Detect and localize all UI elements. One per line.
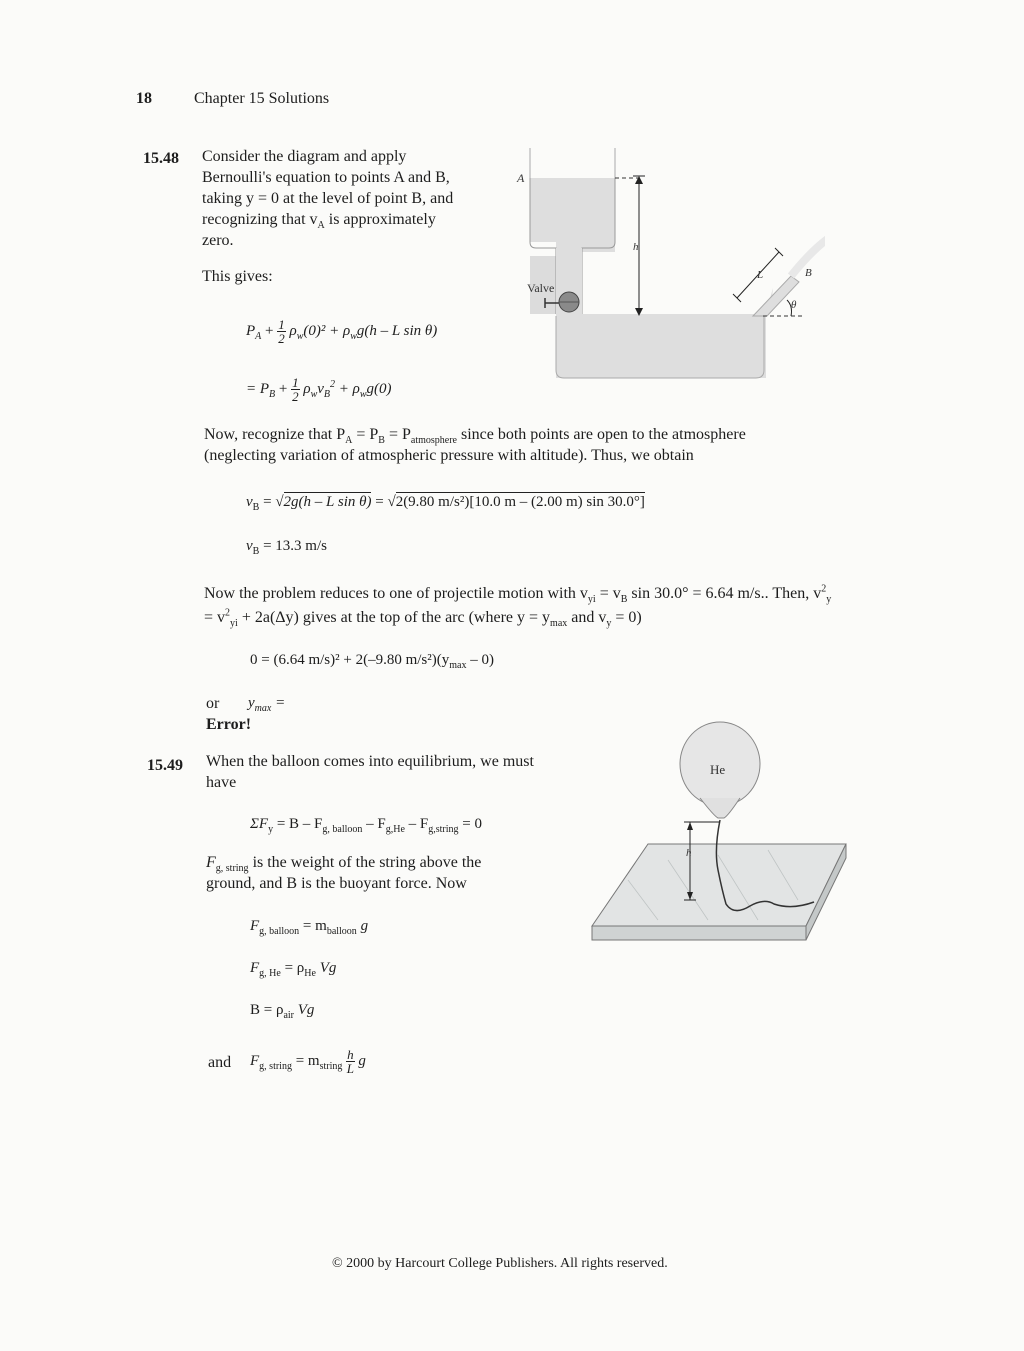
label-h: h [633, 241, 639, 253]
vb-result: $v_B = 13.3$ m/s [246, 538, 327, 557]
copyright-footer: © 2000 by Harcourt College Publishers. All rights reserved. [332, 1256, 668, 1271]
label-theta: θ [791, 299, 797, 311]
label-h-balloon: h [686, 847, 692, 859]
bernoulli-eq-lhs: $P_A$ + $\frac{1}{2}$ $\rho_w(0)^2 + \rho_wg(h - L$ sin θ) [246, 317, 438, 346]
vb-equation: $v_B = √2g(h - L$ sin θ) = √2(9.80 m/s²)[10.0 m – (2.00 m) sin 30.0°] [246, 494, 645, 513]
label-valve: Valve [527, 281, 555, 295]
and-label: and [208, 1054, 232, 1071]
this-gives: This gives: [202, 268, 273, 285]
buoyant-force-equation: $B = \rho_{air}$ Vg [250, 1002, 315, 1021]
problem-number-15-49: 15.49 [147, 757, 183, 774]
label-A: A [517, 171, 525, 185]
string-weight-equation: $F_{g, string} = m_{string}$ $\frac{h}{L}$ g [250, 1047, 366, 1076]
problem-15-49-intro: When the balloon comes into equilibrium, we must have [206, 753, 534, 791]
recognize-paragraph: Now, recognize that $P_A = P_B = P_{atmosphere}$ since both points are open to the atmosphere (neglecting variation of atmospheric pressure with altitude). Thus, we obtain [204, 426, 746, 464]
balloon-weight-equation: $F_{g, balloon} = m_{balloon}$ g [250, 918, 369, 937]
label-he: He [710, 762, 726, 777]
helium-weight-equation: $F_{g, He} = \rho_{He}$ Vg [250, 960, 337, 979]
problem-number-15-48: 15.48 [143, 150, 179, 167]
error-label: Error! [206, 716, 252, 733]
chapter-title: Chapter 15 Solutions [194, 90, 330, 107]
bernoulli-eq-rhs: = $P_B$ + $\frac{1}{2}$ $\rho_wv_B^2 + \rho_wg(0)$ [246, 375, 392, 404]
page-number: 18 [136, 90, 152, 107]
sum-forces-equation: $\Sigma F_y = B - F_{g, balloon} - F_{g,He} - F_{g,string} = 0$ [250, 816, 482, 835]
label-B: B [805, 267, 812, 279]
projectile-paragraph: Now the problem reduces to one of projectile motion with $v_{yi} = v_B$ sin 30.0° = 6.64 m/s.. Then, $v^2_y$ = $v^2_{yi} + 2a(\Delta y)$ gives at the top of the arc (where $y = y_{max}$ and $v_y = 0$) [204, 583, 832, 630]
label-L: L [757, 269, 764, 281]
or-label: or [206, 695, 220, 712]
ymax-line: $y_{max}$ = [248, 695, 286, 714]
zero-equation: 0 = (6.64 m/s)² + 2(–9.80 $m/s^2)(y_{max} - 0)$ [250, 652, 494, 671]
problem-15-48-intro: Consider the diagram and apply Bernoulli's equation to points A and B, taking y = 0 at the level of point B, and recognizing that $v_A$ is approximately zero. [202, 148, 454, 249]
tank-diagram [505, 148, 825, 384]
string-weight-paragraph: $F_{g, string}$ is the weight of the string above the ground, and B is the buoyant force. Now [206, 854, 482, 892]
balloon-diagram [588, 720, 848, 952]
